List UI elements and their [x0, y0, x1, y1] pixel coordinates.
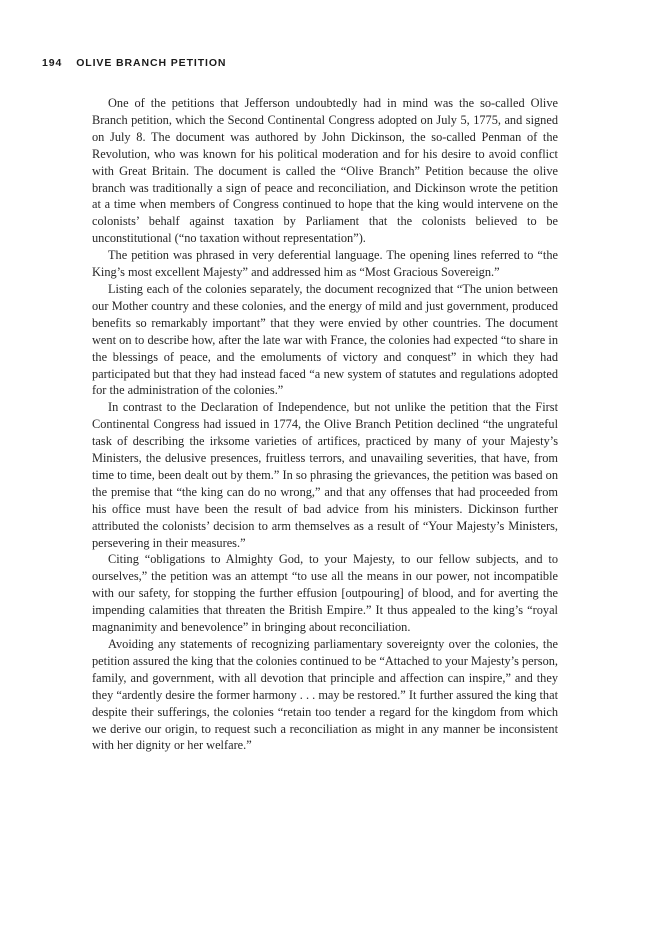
- paragraph-1: One of the petitions that Jefferson undoubtedly had in mind was the so-called Olive Branch petition, which the Second Continental Congress adopted on July 5, 1775, and signed on July 8. The document was authored by John Dickinson, the so-called Penman of the Revolution, who was known for his political moderation and for his desire to avoid conflict with Great Britain. The document is called the “Olive Branch” Petition because the olive branch was traditionally a sign of peace and reconciliation, and Dickinson wrote the petition at a time when members of Congress continued to hope that the king would intervene on the colonists’ behalf against taxation by Parliament that the colonists believed to be unconstitutional (“no taxation without representation”).: [92, 96, 558, 246]
- running-title: OLIVE BRANCH PETITION: [76, 57, 227, 69]
- paragraph-3: Listing each of the colonies separately, the document recognized that “The union between our Mother country and these colonies, and the energy of mild and just government, produced benefits so remarkably important” that they were envied by other countries. The document went on to describe how, after the late war with France, the colonies had expected “to share in the blessings of peace, and the emoluments of victory and conquest” in which they had participated but that they had instead faced “a new system of statutes and regulations adopted for the administration of the colonies.”: [92, 281, 558, 398]
- paragraph-2: The petition was phrased in very deferential language. The opening lines referred to “the King’s most excellent Majesty” and addressed him as “Most Gracious Sovereign.”: [92, 248, 558, 280]
- page-number: 194: [42, 57, 63, 69]
- paragraph-4: In contrast to the Declaration of Independence, but not unlike the petition that the First Continental Congress had issued in 1774, the Olive Branch Petition declined “the ungrateful task of describing the irksome varieties of artifices, practiced by many of your Majesty’s Ministers, the delusive presences, fruitless terrors, and unavailing severities, that have, from time to time, been dealt out by them.” In so phrasing the grievances, the petition was based on the premise that “the king can do no wrong,” and that any offenses that had proceeded from his office must have been the result of bad advice from his ministers. Dickinson further attributed the colonists’ decision to arm themselves as a result of “Your Majesty’s Ministers, persevering in their measures.”: [92, 400, 558, 550]
- running-head: [42, 57, 226, 69]
- body-text: [92, 95, 558, 754]
- paragraph-5: Citing “obligations to Almighty God, to your Majesty, to our fellow subjects, and to ourselves,” the petition was an attempt “to use all the means in our power, not incompatible with our safety, for stopping the further effusion [outpouring] of blood, and for averting the impending calamities that threaten the British Empire.” It thus appealed to the king’s “royal magnanimity and benevolence” in bringing about reconciliation.: [92, 552, 558, 635]
- paragraph-6: Avoiding any statements of recognizing parliamentary sovereignty over the colonies, the petition assured the king that the colonies continued to be “Attached to your Majesty’s person, family, and government, with all devotion that principle and affection can inspire,” and they they “ardently desire the former harmony . . . may be restored.” It further assured the king that despite their sufferings, the colonies “retain too tender a regard for the kingdom from which we derive our origin, to request such a reconciliation as might in any manner be inconsistent with her dignity or her welfare.”: [92, 637, 558, 753]
